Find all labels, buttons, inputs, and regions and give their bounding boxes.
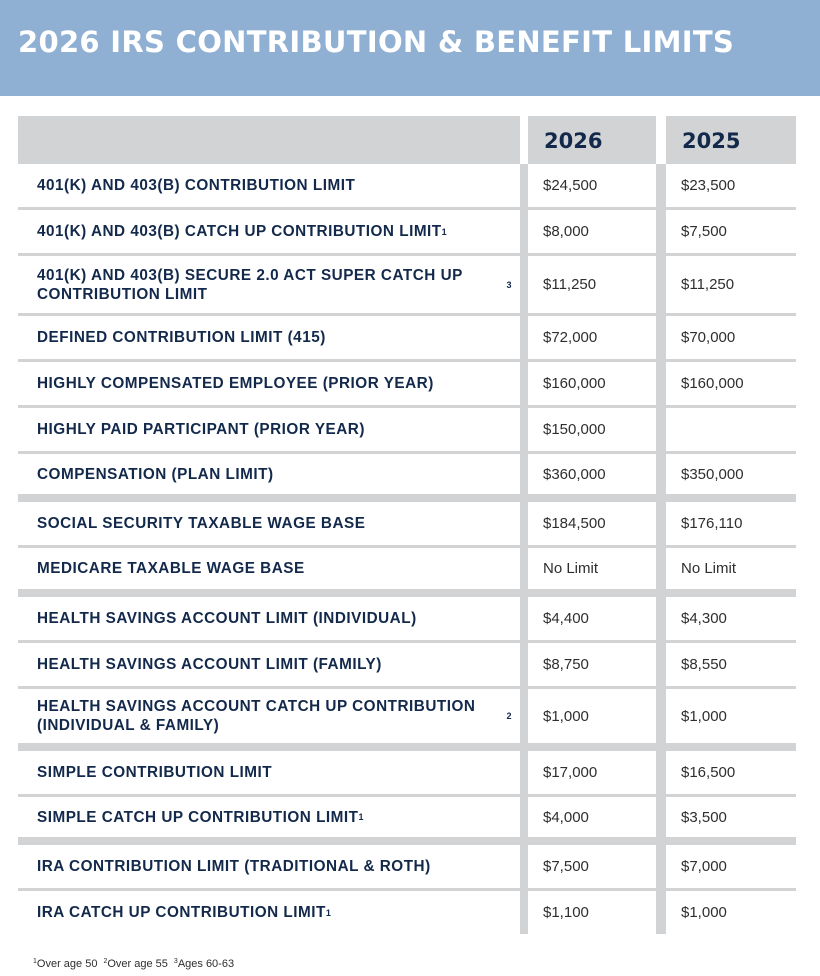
table-row — [18, 454, 796, 502]
value-2026: $1,100 — [543, 904, 589, 921]
value-2025: $11,250 — [681, 276, 735, 293]
row-label-text: DEFINED CONTRIBUTION LIMIT (415) — [37, 329, 326, 346]
footnote-item — [33, 958, 97, 970]
row-label-text: IRA CONTRIBUTION LIMIT (TRADITIONAL & ROTH) — [37, 858, 431, 875]
value-2025: $7,500 — [681, 223, 727, 240]
row-label: HEALTH SAVINGS ACCOUNT CATCH UP CONTRIBUTION (INDIVIDUAL & FAMILY) 2 — [37, 698, 512, 734]
value-2025 — [666, 408, 796, 451]
column-divider — [656, 502, 666, 545]
column-divider — [656, 797, 666, 837]
footnotes — [33, 958, 240, 970]
table-row — [18, 316, 796, 362]
value-2026: $7,500 — [543, 858, 589, 875]
column-divider — [656, 891, 666, 934]
footnote-mark: 3 — [173, 958, 178, 965]
row-label-text: SIMPLE CONTRIBUTION LIMIT — [37, 764, 273, 781]
value-2026: $24,500 — [543, 177, 598, 194]
row-label: SIMPLE CATCH UP CONTRIBUTION LIMIT 1 — [37, 808, 365, 826]
row-label: IRA CATCH UP CONTRIBUTION LIMIT 1 — [37, 904, 332, 921]
title-banner — [0, 0, 820, 96]
footnote-mark: 2 — [103, 958, 108, 965]
column-divider — [520, 316, 528, 359]
row-label — [18, 502, 520, 545]
column-divider — [520, 362, 528, 405]
value-2025: $16,500 — [681, 764, 736, 781]
header-2026-label: 2026 — [544, 129, 603, 153]
header-2025 — [666, 116, 796, 164]
table-row — [18, 597, 796, 643]
table-row — [18, 891, 796, 934]
column-divider — [520, 548, 528, 589]
table-row — [18, 751, 796, 797]
value-2026: $150,000 — [543, 421, 606, 438]
row-label-text: HEALTH SAVINGS ACCOUNT LIMIT (INDIVIDUAL) — [37, 610, 417, 627]
row-label-text: 401(K) AND 403(B) CATCH UP CONTRIBUTION LIMIT — [37, 223, 442, 240]
column-divider — [656, 210, 666, 253]
column-divider — [520, 408, 528, 451]
table-header — [18, 116, 796, 164]
column-divider — [520, 751, 528, 794]
table-row — [18, 845, 796, 891]
footnote-item — [103, 958, 167, 970]
table-row — [18, 548, 796, 597]
footnote-mark: 1 — [33, 958, 37, 965]
value-2025: $4,300 — [681, 610, 727, 627]
value-2026: No Limit — [543, 560, 599, 577]
row-label — [18, 751, 520, 794]
value-2025: $1,000 — [681, 707, 727, 725]
column-divider — [656, 597, 666, 640]
row-label — [18, 548, 520, 589]
value-2026: $72,000 — [543, 329, 598, 346]
column-divider — [656, 316, 666, 359]
column-divider — [520, 797, 528, 837]
table-row — [18, 643, 796, 689]
header-2026 — [528, 116, 656, 164]
footnote-item — [174, 958, 234, 970]
row-label-text: SOCIAL SECURITY TAXABLE WAGE BASE — [37, 515, 366, 532]
value-2026: $17,000 — [543, 764, 598, 781]
value-2026: $1,000 — [543, 707, 589, 725]
column-divider — [656, 256, 666, 313]
header-2025-label: 2025 — [682, 129, 741, 153]
row-label-text: MEDICARE TAXABLE WAGE BASE — [37, 560, 305, 577]
value-2025: $23,500 — [681, 177, 736, 194]
table-row — [18, 408, 796, 454]
value-2026: $11,250 — [543, 276, 597, 293]
row-label-text: SIMPLE CATCH UP CONTRIBUTION LIMIT — [37, 808, 359, 826]
column-divider — [656, 362, 666, 405]
row-label — [18, 316, 520, 359]
column-divider — [520, 502, 528, 545]
value-2025: $1,000 — [681, 904, 727, 921]
value-2025: No Limit — [681, 560, 737, 577]
value-2026: $8,750 — [543, 656, 589, 673]
table-row — [18, 797, 796, 845]
column-divider — [520, 597, 528, 640]
row-label — [18, 454, 520, 494]
value-2026: $4,000 — [543, 808, 589, 826]
column-divider — [520, 116, 528, 164]
row-label — [18, 845, 520, 888]
row-label — [18, 164, 520, 207]
row-label — [18, 362, 520, 405]
page-title: 2026 IRS CONTRIBUTION & BENEFIT LIMITS — [18, 25, 735, 59]
column-divider — [656, 548, 666, 589]
row-label — [18, 597, 520, 640]
value-2025: $176,110 — [681, 515, 743, 532]
table-row — [18, 502, 796, 548]
column-divider — [520, 454, 528, 494]
value-2026: $4,400 — [543, 610, 589, 627]
value-2025: $350,000 — [681, 465, 744, 483]
row-label — [18, 643, 520, 686]
row-label-text: 401(K) AND 403(B) CONTRIBUTION LIMIT — [37, 177, 356, 194]
header-blank-cell — [18, 116, 520, 164]
table-row — [18, 256, 796, 316]
column-divider — [656, 408, 666, 451]
column-divider — [656, 751, 666, 794]
column-divider — [656, 164, 666, 207]
value-2026: $360,000 — [543, 465, 606, 483]
footnote-text: Over age 55 — [107, 958, 168, 970]
column-divider — [520, 643, 528, 686]
row-label: 401(K) AND 403(B) CATCH UP CONTRIBUTION LIMIT 1 — [37, 223, 448, 240]
column-divider — [656, 845, 666, 888]
limits-table — [18, 116, 796, 934]
column-divider — [520, 256, 528, 313]
column-divider — [656, 454, 666, 494]
value-2025: $7,000 — [681, 858, 727, 875]
column-divider — [656, 116, 666, 164]
column-divider — [520, 164, 528, 207]
table-row — [18, 689, 796, 751]
column-divider — [520, 689, 528, 743]
row-label-text: HIGHLY PAID PARTICIPANT (PRIOR YEAR) — [37, 421, 365, 438]
value-2025: $160,000 — [681, 375, 744, 392]
column-divider — [520, 210, 528, 253]
row-label-text: HEALTH SAVINGS ACCOUNT LIMIT (FAMILY) — [37, 656, 382, 673]
row-label-text: HIGHLY COMPENSATED EMPLOYEE (PRIOR YEAR) — [37, 375, 434, 392]
row-label-text: COMPENSATION (PLAN LIMIT) — [37, 465, 274, 483]
value-2026: $184,500 — [543, 515, 606, 532]
row-label — [18, 408, 520, 451]
table-row — [18, 164, 796, 210]
value-2025: $8,550 — [681, 656, 727, 673]
footnote-text: Ages 60-63 — [177, 958, 235, 970]
table-body — [18, 164, 796, 934]
column-divider — [656, 689, 666, 743]
value-2026: $160,000 — [543, 375, 606, 392]
value-2025: $3,500 — [681, 808, 727, 826]
table-row — [18, 362, 796, 408]
row-label-text: HEALTH SAVINGS ACCOUNT CATCH UP CONTRIBUTION (INDIVIDUAL & FAMILY) — [37, 698, 476, 734]
row-label-text: IRA CATCH UP CONTRIBUTION LIMIT — [37, 904, 326, 921]
column-divider — [520, 845, 528, 888]
row-label-text: 401(K) AND 403(B) SECURE 2.0 ACT SUPER CATCH UP CONTRIBUTION LIMIT — [37, 266, 463, 303]
table-row — [18, 210, 796, 256]
column-divider — [520, 891, 528, 934]
column-divider — [656, 643, 666, 686]
value-2026: $8,000 — [543, 223, 589, 240]
row-label: 401(K) AND 403(B) SECURE 2.0 ACT SUPER CATCH UP CONTRIBUTION LIMIT 3 — [37, 266, 512, 303]
footnote-text: Over age 50 — [36, 958, 98, 970]
value-2025: $70,000 — [681, 329, 736, 346]
